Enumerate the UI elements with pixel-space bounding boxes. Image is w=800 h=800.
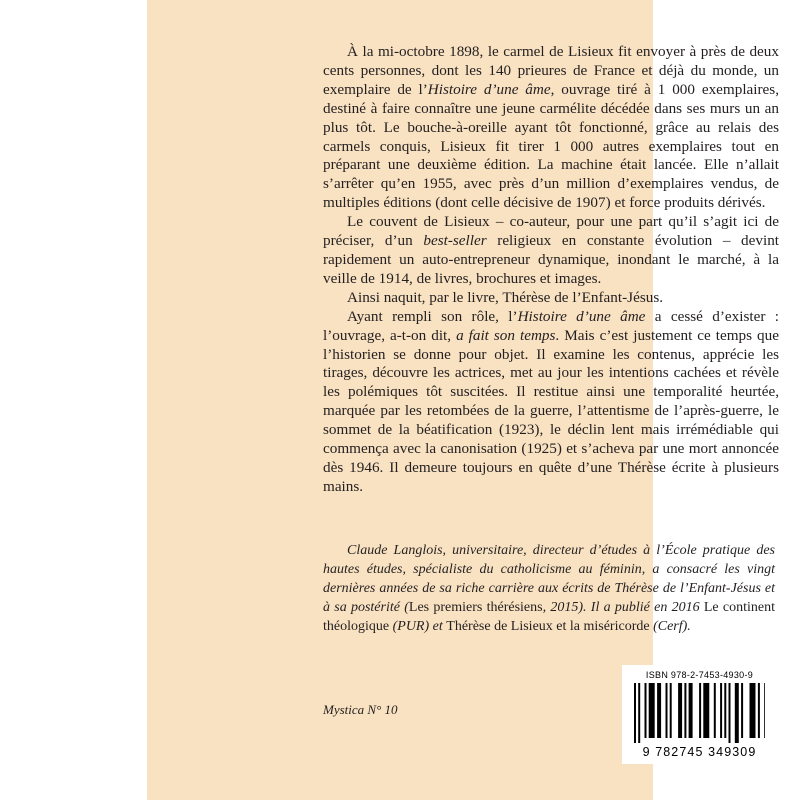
bio-book-title: Thérèse de Lisieux et la miséricorde [446, 618, 650, 634]
author-bio: Claude Langlois, universitaire, directeur d’études à l’École pratique des hautes études, spécialiste du catholicisme au féminin, a consacré les vingt dernières années de sa riche carrière aux écrits de Thérèse de l’Enfant-Jésus et à sa postérité (Les premiers thérésiens, 2015). Il a publié en 2016 Le continent théologique (PUR) et Thérèse de Lisieux et la miséricorde (Cerf). [323, 543, 775, 634]
barcode-bar [634, 683, 636, 743]
blurb-paragraph-3: Ainsi naquit, par le livre, Thérèse de l’Enfant-Jésus. [347, 288, 664, 306]
barcode-bar [670, 683, 672, 738]
barcode-bar [649, 683, 655, 738]
emphasis: best-seller [423, 232, 487, 250]
barcode-bar [750, 683, 756, 738]
bio-book-title: Le continent théologique [323, 599, 775, 634]
barcode-bar [703, 683, 709, 738]
bio-book-title: Les premiers thérésiens [408, 599, 543, 615]
barcode-bar [689, 683, 693, 738]
barcode-bar [699, 683, 701, 738]
series-label: Mystica N° 10 [323, 702, 398, 717]
barcode-bar [741, 683, 743, 738]
blurb-paragraph-2: Le couvent de Lisieux – co-auteur, pour une part qu’il s’agit ici de préciser, d’un best-seller religieux en constante évolution – devint rapidement un auto-entrepreneur dynamique, inondant le marché, à la veille de 1914, de livres, brochures et images. [323, 213, 780, 287]
book-back-cover [147, 0, 780, 800]
barcode-bars [634, 683, 765, 743]
barcode-bar [720, 683, 722, 738]
emphasis: a fait son temps [456, 326, 556, 344]
isbn-label: ISBN 978-2-7453-4930-9 [645, 670, 754, 680]
barcode-bar [666, 683, 668, 738]
barcode-bar [638, 683, 640, 743]
isbn-barcode [622, 665, 777, 764]
barcode-bar [758, 683, 760, 738]
barcode-bar [678, 683, 682, 738]
book-title: Histoire d’une âme [517, 307, 646, 325]
barcode-bar [735, 683, 739, 743]
blurb-paragraph-4: Ayant rempli son rôle, l’Histoire d’une âme a cessé d’exister : l’ouvrage, a-t-on dit, a fait son temps. Mais c’est justement ce temps que l’historien se donne pour objet. Il examine les contenus, apprécie les tirages, découvre les actrices, met au jour les intentions cachées et révèle les polémiques tôt suscitées. Il restitue ainsi une temporalité heurtée, marquée par les retombées de la guerre, l’attentisme de l’après-guerre, le sommet de la béatification (1923), le déclin lent mais irrémédiable qui commença avec la canonisation (1925) et s’acheva par une mort annoncée dès 1946. Il demeure toujours en quête d’une Thérèse écrite à plusieurs mains. [323, 307, 779, 495]
barcode-bar [645, 683, 647, 738]
barcode-bar [657, 683, 661, 738]
barcode-bar [684, 683, 686, 738]
barcode-bar [764, 683, 765, 738]
ean-digits: 9 782745 349309 [642, 745, 757, 759]
blurb-paragraph-1: À la mi-octobre 1898, le carmel de Lisieux fit envoyer à près de deux cents personnes, dont les 140 prieures de France et déjà du monde, un exemplaire de l’Histoire d’une âme, ouvrage tiré à 1 000 exemplaires, destiné à faire connaître une jeune carmélite décédée dans ses murs un an plus tôt. Le bouche-à-oreille ayant tôt fonctionné, grâce au relais des carmels conquis, Lisieux fit tirer 1 000 autres exemplaires tout en préparant une deuxième édition. La machine était lancée. Elle n’allait s’arrêter qu’en 1955, avec près d’un million d’exemplaires vendus, de multiples éditions (dont celle décisive de 1907) et force produits dérivés. [323, 43, 780, 212]
blurb-text [323, 43, 779, 497]
barcode-bar [714, 683, 716, 738]
barcode-bar [729, 683, 731, 743]
book-title: Histoire d’une âme [427, 80, 551, 98]
barcode-bar [724, 683, 726, 738]
